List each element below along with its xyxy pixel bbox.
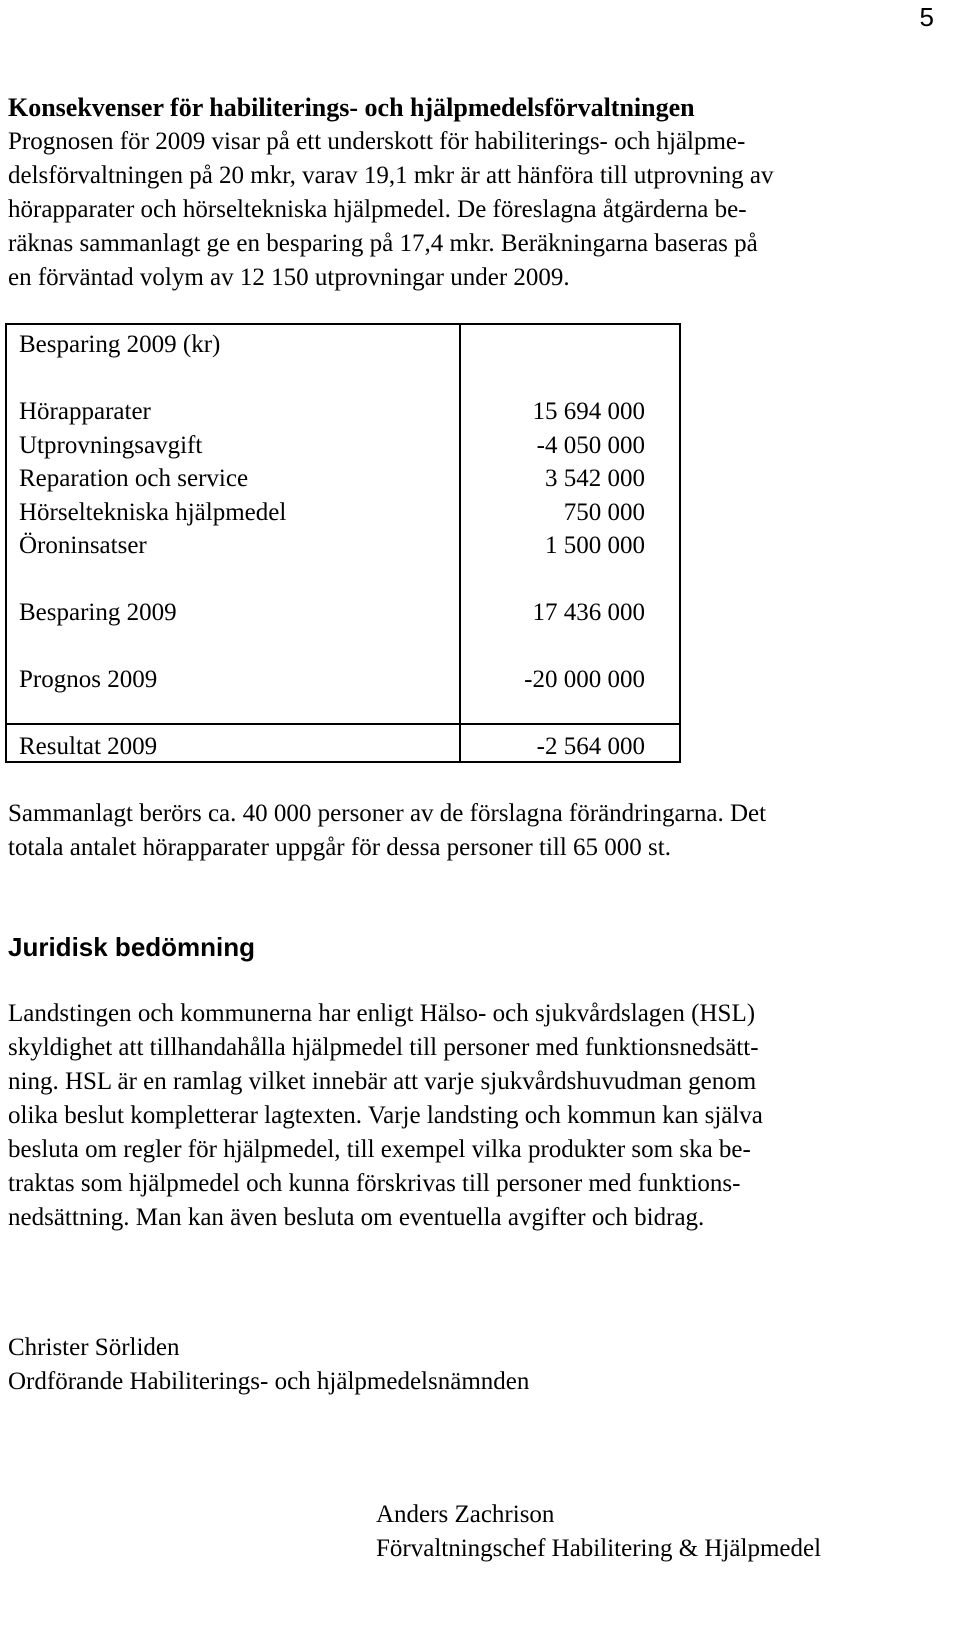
result-value: -2 564 000	[536, 733, 645, 760]
signature-director	[376, 1498, 821, 1566]
result-label: Resultat 2009	[19, 733, 158, 760]
paragraph-line: Landstingen och kommunerna har enligt Hälso- och sjukvårdslagen (HSL)	[8, 1000, 756, 1027]
table-row-value: 15 694 000	[532, 398, 645, 425]
paragraph-line: besluta om regler för hjälpmedel, till exempel vilka produkter som ska be-	[8, 1136, 751, 1163]
paragraph-line: Prognosen för 2009 visar på ett underskott för habiliterings- och hjälpme-	[8, 128, 746, 155]
table-title: Besparing 2009 (kr)	[19, 331, 221, 358]
savings-total-label: Besparing 2009	[19, 599, 177, 626]
table-row-label: Hörseltekniska hjälpmedel	[19, 499, 287, 526]
table-row-label: Hörapparater	[19, 398, 151, 425]
table-column-divider	[459, 325, 461, 761]
savings-total-value: 17 436 000	[532, 599, 645, 626]
paragraph-line: traktas som hjälpmedel och kunna förskrivas till personer med funktions-	[8, 1170, 741, 1197]
table-row-value: 3 542 000	[545, 465, 645, 492]
forecast-value: -20 000 000	[524, 666, 645, 693]
forecast-label: Prognos 2009	[19, 666, 158, 693]
savings-table	[5, 323, 681, 763]
paragraph-line: nedsättning. Man kan även besluta om eventuella avgifter och bidrag.	[8, 1204, 705, 1231]
consequences-heading: Konsekvenser för habiliterings- och hjälpmedelsförvaltningen	[8, 93, 695, 122]
paragraph-line: skyldighet att tillhandahålla hjälpmedel till personer med funktionsnedsätt-	[8, 1034, 759, 1061]
consequences-paragraph	[8, 125, 928, 295]
paragraph-line: ning. HSL är en ramlag vilket innebär att varje sjukvårdshuvudman genom	[8, 1068, 757, 1095]
paragraph-line: hörapparater och hörseltekniska hjälpmedel. De föreslagna åtgärderna be-	[8, 196, 747, 223]
paragraph-line: räknas sammanlagt ge en besparing på 17,4 mkr. Beräkningarna baseras på	[8, 230, 758, 257]
juridisk-paragraph	[8, 997, 928, 1235]
paragraph-line: totala antalet hörapparater uppgår för dessa personer till 65 000 st.	[8, 834, 671, 861]
paragraph-line: en förväntad volym av 12 150 utprovningar under 2009.	[8, 264, 570, 291]
table-row-divider	[7, 723, 679, 725]
table-row-label: Utprovningsavgift	[19, 432, 203, 459]
table-row-label: Reparation och service	[19, 465, 249, 492]
table-row-label: Öroninsatser	[19, 532, 147, 559]
signature-title: Förvaltningschef Habilitering & Hjälpmedel	[376, 1535, 822, 1562]
signature-title: Ordförande Habiliterings- och hjälpmedelsnämnden	[8, 1368, 530, 1395]
signature-name: Anders Zachrison	[376, 1501, 555, 1528]
paragraph-line: olika beslut kompletterar lagtexten. Varje landsting och kommun kan själva	[8, 1102, 763, 1129]
juridisk-heading: Juridisk bedömning	[8, 932, 256, 962]
paragraph-line: Sammanlagt berörs ca. 40 000 personer av de förslagna förändringarna. Det	[8, 800, 767, 827]
table-row-value: -4 050 000	[536, 432, 645, 459]
table-row-value: 750 000	[563, 499, 645, 526]
page-number: 5	[919, 2, 934, 32]
paragraph-line: delsförvaltningen på 20 mkr, varav 19,1 mkr är att hänföra till utprovning av	[8, 162, 774, 189]
consequences-section	[8, 91, 928, 295]
affected-paragraph	[8, 797, 928, 865]
table-row-value: 1 500 000	[545, 532, 645, 559]
signature-chairman	[8, 1331, 529, 1399]
signature-name: Christer Sörliden	[8, 1334, 180, 1361]
